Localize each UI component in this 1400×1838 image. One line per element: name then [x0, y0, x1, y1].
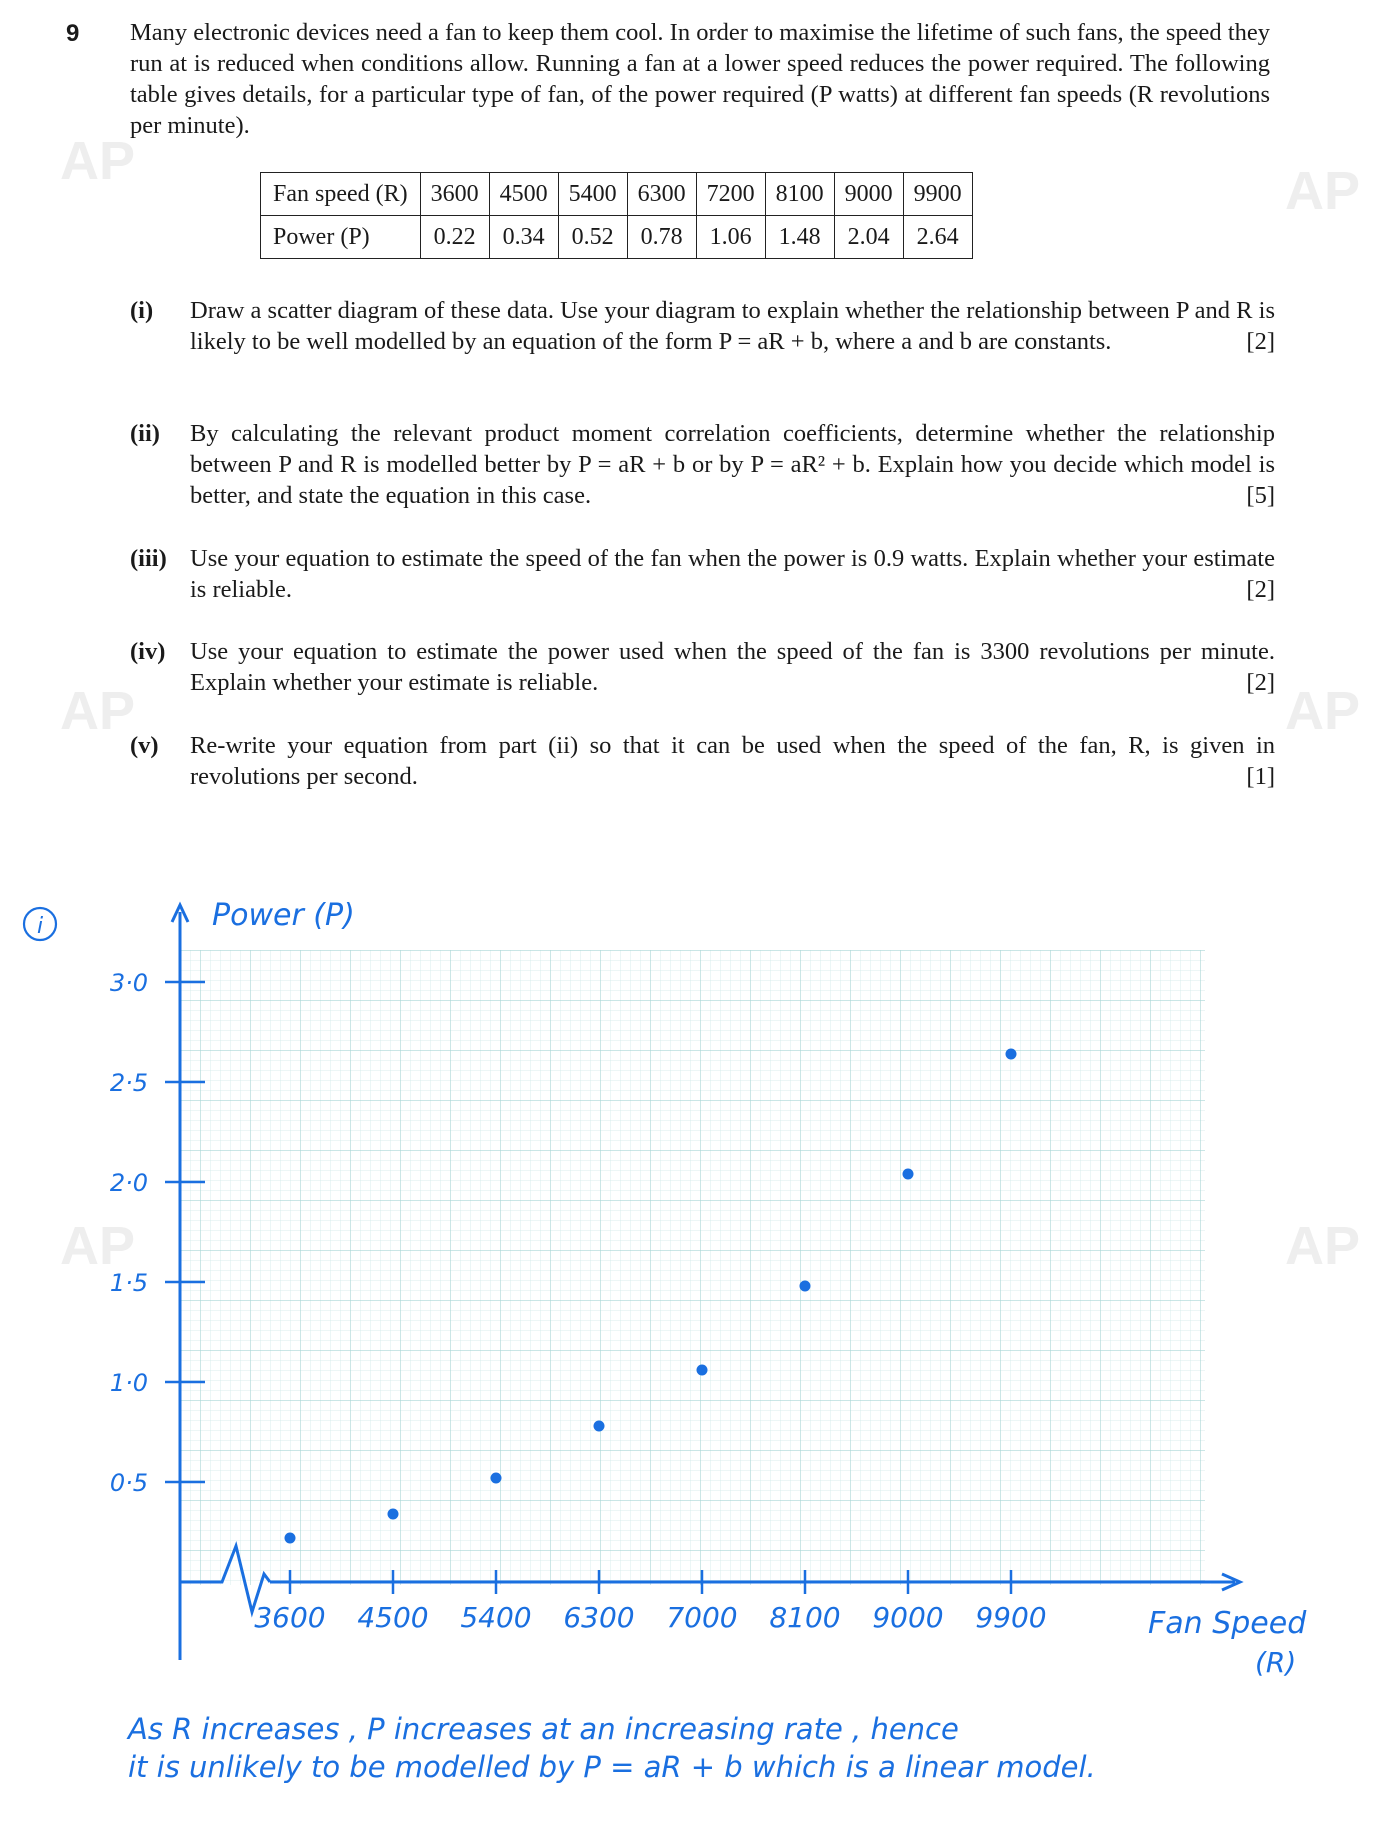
table-cell: 2.64 — [903, 216, 972, 259]
table-cell: 0.52 — [558, 216, 627, 259]
part-marks: [2] — [1246, 328, 1275, 355]
part-text: Re-write your equation from part (ii) so that it can be used when the speed of the fan, R, is given in revolutions per second. — [190, 732, 1275, 790]
y-tick-label: 1·5 — [109, 1269, 148, 1297]
watermark-logo: AP — [1285, 161, 1361, 221]
y-tick-label: 2·5 — [109, 1069, 148, 1097]
graph-paper-grid — [180, 950, 1205, 1585]
table-cell: 1.48 — [765, 216, 834, 259]
table-cell: 4500 — [489, 173, 558, 216]
y-tick-label: 1·0 — [109, 1369, 148, 1397]
x-tick-label: 3600 — [254, 1601, 326, 1634]
data-point — [697, 1365, 708, 1376]
table-cell: 6300 — [627, 173, 696, 216]
table-cell: 9000 — [834, 173, 903, 216]
question-number: 9 — [66, 20, 80, 47]
table-row — [261, 173, 973, 216]
data-point — [1006, 1049, 1017, 1060]
table-cell: 0.22 — [420, 216, 489, 259]
data-point — [800, 1281, 811, 1292]
question-part-ii — [130, 418, 1275, 511]
x-axis-title: Fan Speed — [1148, 1606, 1307, 1641]
data-table — [260, 172, 973, 259]
part-marks: [1] — [1246, 763, 1275, 790]
y-tick-label: 0·5 — [109, 1469, 148, 1497]
x-tick-label: 6300 — [563, 1601, 635, 1634]
part-label: (v) — [130, 732, 159, 759]
table-cell: 0.34 — [489, 216, 558, 259]
table-cell: 5400 — [558, 173, 627, 216]
watermark-logo: AP — [60, 1216, 136, 1276]
part-text: Use your equation to estimate the speed of the fan when the power is 0.9 watts. Explain whether your estimate is reliable. — [190, 545, 1275, 603]
conclusion-line-2: it is unlikely to be modelled by P = aR + b which is a linear model. — [128, 1750, 1096, 1784]
conclusion-line-1: As R increases , P increases at an increasing rate , hence — [128, 1712, 959, 1746]
watermark-logo: AP — [60, 681, 136, 741]
part-label: (iii) — [130, 545, 167, 572]
data-point — [594, 1421, 605, 1432]
x-axis-title-unit: (R) — [1255, 1646, 1297, 1679]
table-cell: 8100 — [765, 173, 834, 216]
scatter-diagram — [0, 860, 1400, 1690]
part-label: (ii) — [130, 420, 160, 447]
part-marker-label: i — [36, 914, 44, 939]
part-marks: [5] — [1246, 482, 1275, 509]
question-part-iv — [130, 636, 1275, 698]
table-cell: 3600 — [420, 173, 489, 216]
part-marks: [2] — [1246, 576, 1275, 603]
y-tick-label: 2·0 — [109, 1169, 148, 1197]
x-tick-label: 4500 — [357, 1601, 429, 1634]
data-point — [903, 1169, 914, 1180]
x-tick-label: 8100 — [769, 1601, 841, 1634]
table-cell: 9900 — [903, 173, 972, 216]
table-cell: 2.04 — [834, 216, 903, 259]
table-cell: 0.78 — [627, 216, 696, 259]
watermark-logo: AP — [1285, 1216, 1361, 1276]
question-part-iii — [130, 543, 1275, 605]
y-axis-title: Power (P) — [212, 898, 355, 933]
x-tick-label: 7000 — [666, 1601, 738, 1634]
table-cell: 7200 — [696, 173, 765, 216]
data-point — [285, 1533, 296, 1544]
part-text: By calculating the relevant product moment correlation coefficients, determine whether the relationship between P and R is modelled better by P = aR + b or by P = aR² + b. Explain how you decide which model is better, and state the equation in this case. — [190, 420, 1275, 509]
question-intro: Many electronic devices need a fan to keep them cool. In order to maximise the lifetime of such fans, the speed they run at is reduced when conditions allow. Running a fan at a lower speed reduces the power required. The following table gives details, for a particular type of fan, of the power required (P watts) at different fan speeds (R revolutions per minute). — [130, 19, 1270, 139]
table-row — [261, 216, 973, 259]
part-text: Use your equation to estimate the power used when the speed of the fan is 3300 revolutions per minute. Explain whether your estimate is reliable. — [190, 638, 1275, 696]
table-row-label: Power (P) — [261, 216, 421, 259]
part-label: (i) — [130, 297, 154, 324]
data-point — [388, 1509, 399, 1520]
x-tick-label: 5400 — [460, 1601, 532, 1634]
x-tick-label: 9900 — [975, 1601, 1047, 1634]
data-point — [491, 1473, 502, 1484]
table-cell: 1.06 — [696, 216, 765, 259]
x-tick-label: 9000 — [872, 1601, 944, 1634]
watermark-logo: AP — [1285, 681, 1361, 741]
table-row-label: Fan speed (R) — [261, 173, 421, 216]
y-tick-label: 3·0 — [109, 969, 148, 997]
part-marks: [2] — [1246, 669, 1275, 696]
question-part-i — [130, 295, 1275, 357]
part-label: (iv) — [130, 638, 166, 665]
question-part-v — [130, 730, 1275, 792]
watermark-logo: AP — [60, 131, 136, 191]
part-text: Draw a scatter diagram of these data. Use your diagram to explain whether the relationship between P and R is likely to be well modelled by an equation of the form P = aR + b, where a and b are constants. — [190, 297, 1275, 355]
